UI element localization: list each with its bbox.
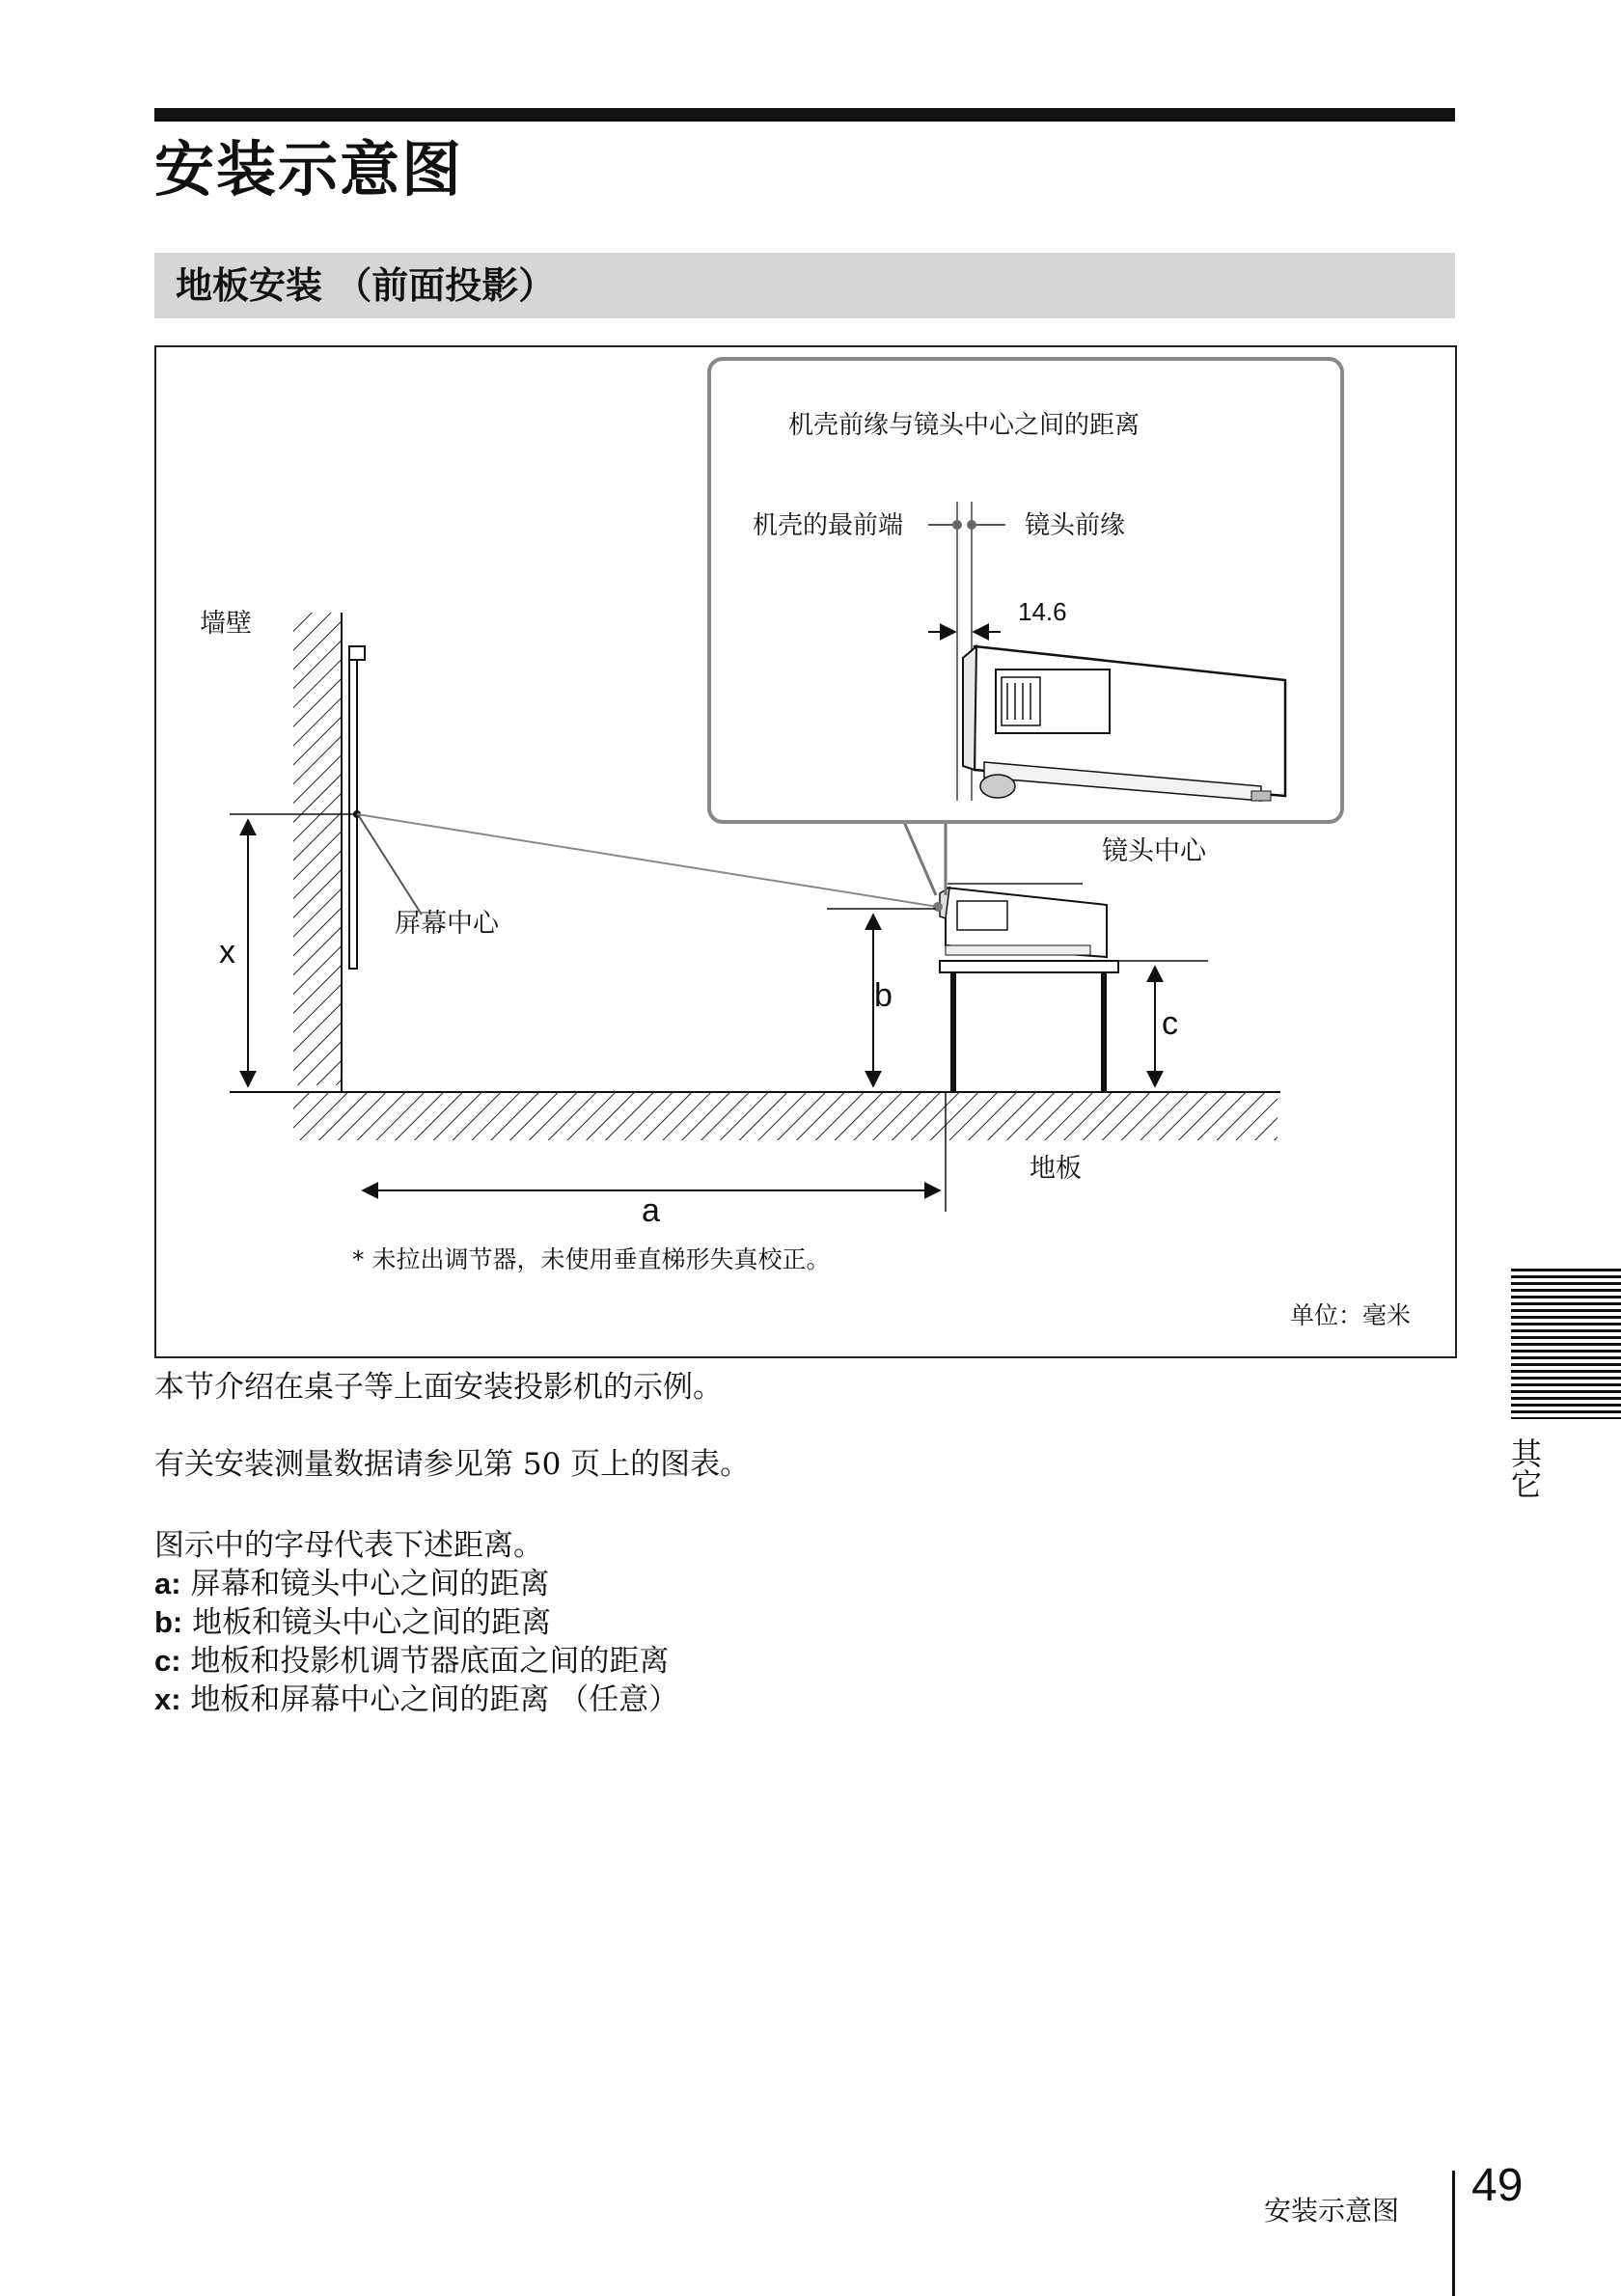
side-tab-stripes bbox=[1511, 1269, 1621, 1419]
screen-top-mount bbox=[349, 646, 365, 660]
definition-row-a: a: 屏幕和镜头中心之间的距离 bbox=[154, 1567, 550, 1601]
dim-c-label: c bbox=[1162, 1005, 1178, 1042]
wall-label: 墙壁 bbox=[200, 609, 252, 639]
definition-row-c: c: 地板和投影机调节器底面之间的距离 bbox=[154, 1644, 670, 1679]
inset-lens-front-label: 镜头前缘 bbox=[1025, 511, 1126, 540]
side-tab-label: 其它 bbox=[1506, 1437, 1543, 1499]
dim-x-label: x bbox=[219, 934, 235, 970]
body-paragraph-1: 本节介绍在桌子等上面安装投影机的示例。 bbox=[154, 1370, 723, 1405]
definition-row-x: x: 地板和屏幕中心之间的距离 （任意） bbox=[154, 1682, 679, 1717]
wall-hatch bbox=[293, 613, 342, 1085]
lens-center-label: 镜头中心 bbox=[1102, 836, 1206, 866]
floor-hatch bbox=[293, 1092, 1278, 1140]
dim-a-label: a bbox=[642, 1192, 660, 1229]
screen-center-label: 屏幕中心 bbox=[395, 909, 499, 939]
section-header bbox=[154, 253, 1455, 318]
footer-section-label: 安装示意图 bbox=[1264, 2195, 1400, 2227]
callout-left bbox=[904, 822, 936, 895]
projector-small bbox=[940, 888, 1107, 957]
inset-dot-lens bbox=[967, 520, 976, 530]
body-paragraph-3: 图示中的字母代表下述距离。 bbox=[154, 1528, 543, 1563]
lens-center-dot bbox=[933, 902, 943, 912]
projection-line bbox=[357, 814, 938, 907]
body-paragraph-2: 有关安装测量数据请参见第 50 页上的图表。 bbox=[154, 1447, 751, 1482]
figure-note: * 未拉出调节器，未使用垂直梯形失真校正。 bbox=[352, 1245, 831, 1273]
page-title: 安装示意图 bbox=[154, 134, 464, 205]
inset-title: 机壳前缘与镜头中心之间的距离 bbox=[788, 411, 1140, 440]
definition-row-b: b: 地板和镜头中心之间的距离 bbox=[154, 1605, 552, 1640]
table-top bbox=[940, 961, 1118, 972]
definition-list bbox=[154, 1565, 678, 1719]
screen-center-leader bbox=[359, 816, 422, 915]
inset-case-front-label: 机壳的最前端 bbox=[753, 511, 904, 540]
inset-dimension-value: 14.6 bbox=[1018, 597, 1067, 626]
unit-label: 单位：毫米 bbox=[1290, 1301, 1412, 1329]
top-rule bbox=[154, 108, 1455, 122]
footer-rule bbox=[1452, 2171, 1455, 2296]
inset-dot-case bbox=[952, 520, 962, 530]
dim-b-label: b bbox=[874, 977, 893, 1014]
floor-label: 地板 bbox=[1030, 1154, 1082, 1184]
page-number: 49 bbox=[1471, 2160, 1524, 2211]
installation-diagram bbox=[156, 347, 1455, 1356]
installation-figure bbox=[154, 345, 1457, 1358]
section-title: 地板安装 （前面投影） bbox=[176, 264, 556, 307]
